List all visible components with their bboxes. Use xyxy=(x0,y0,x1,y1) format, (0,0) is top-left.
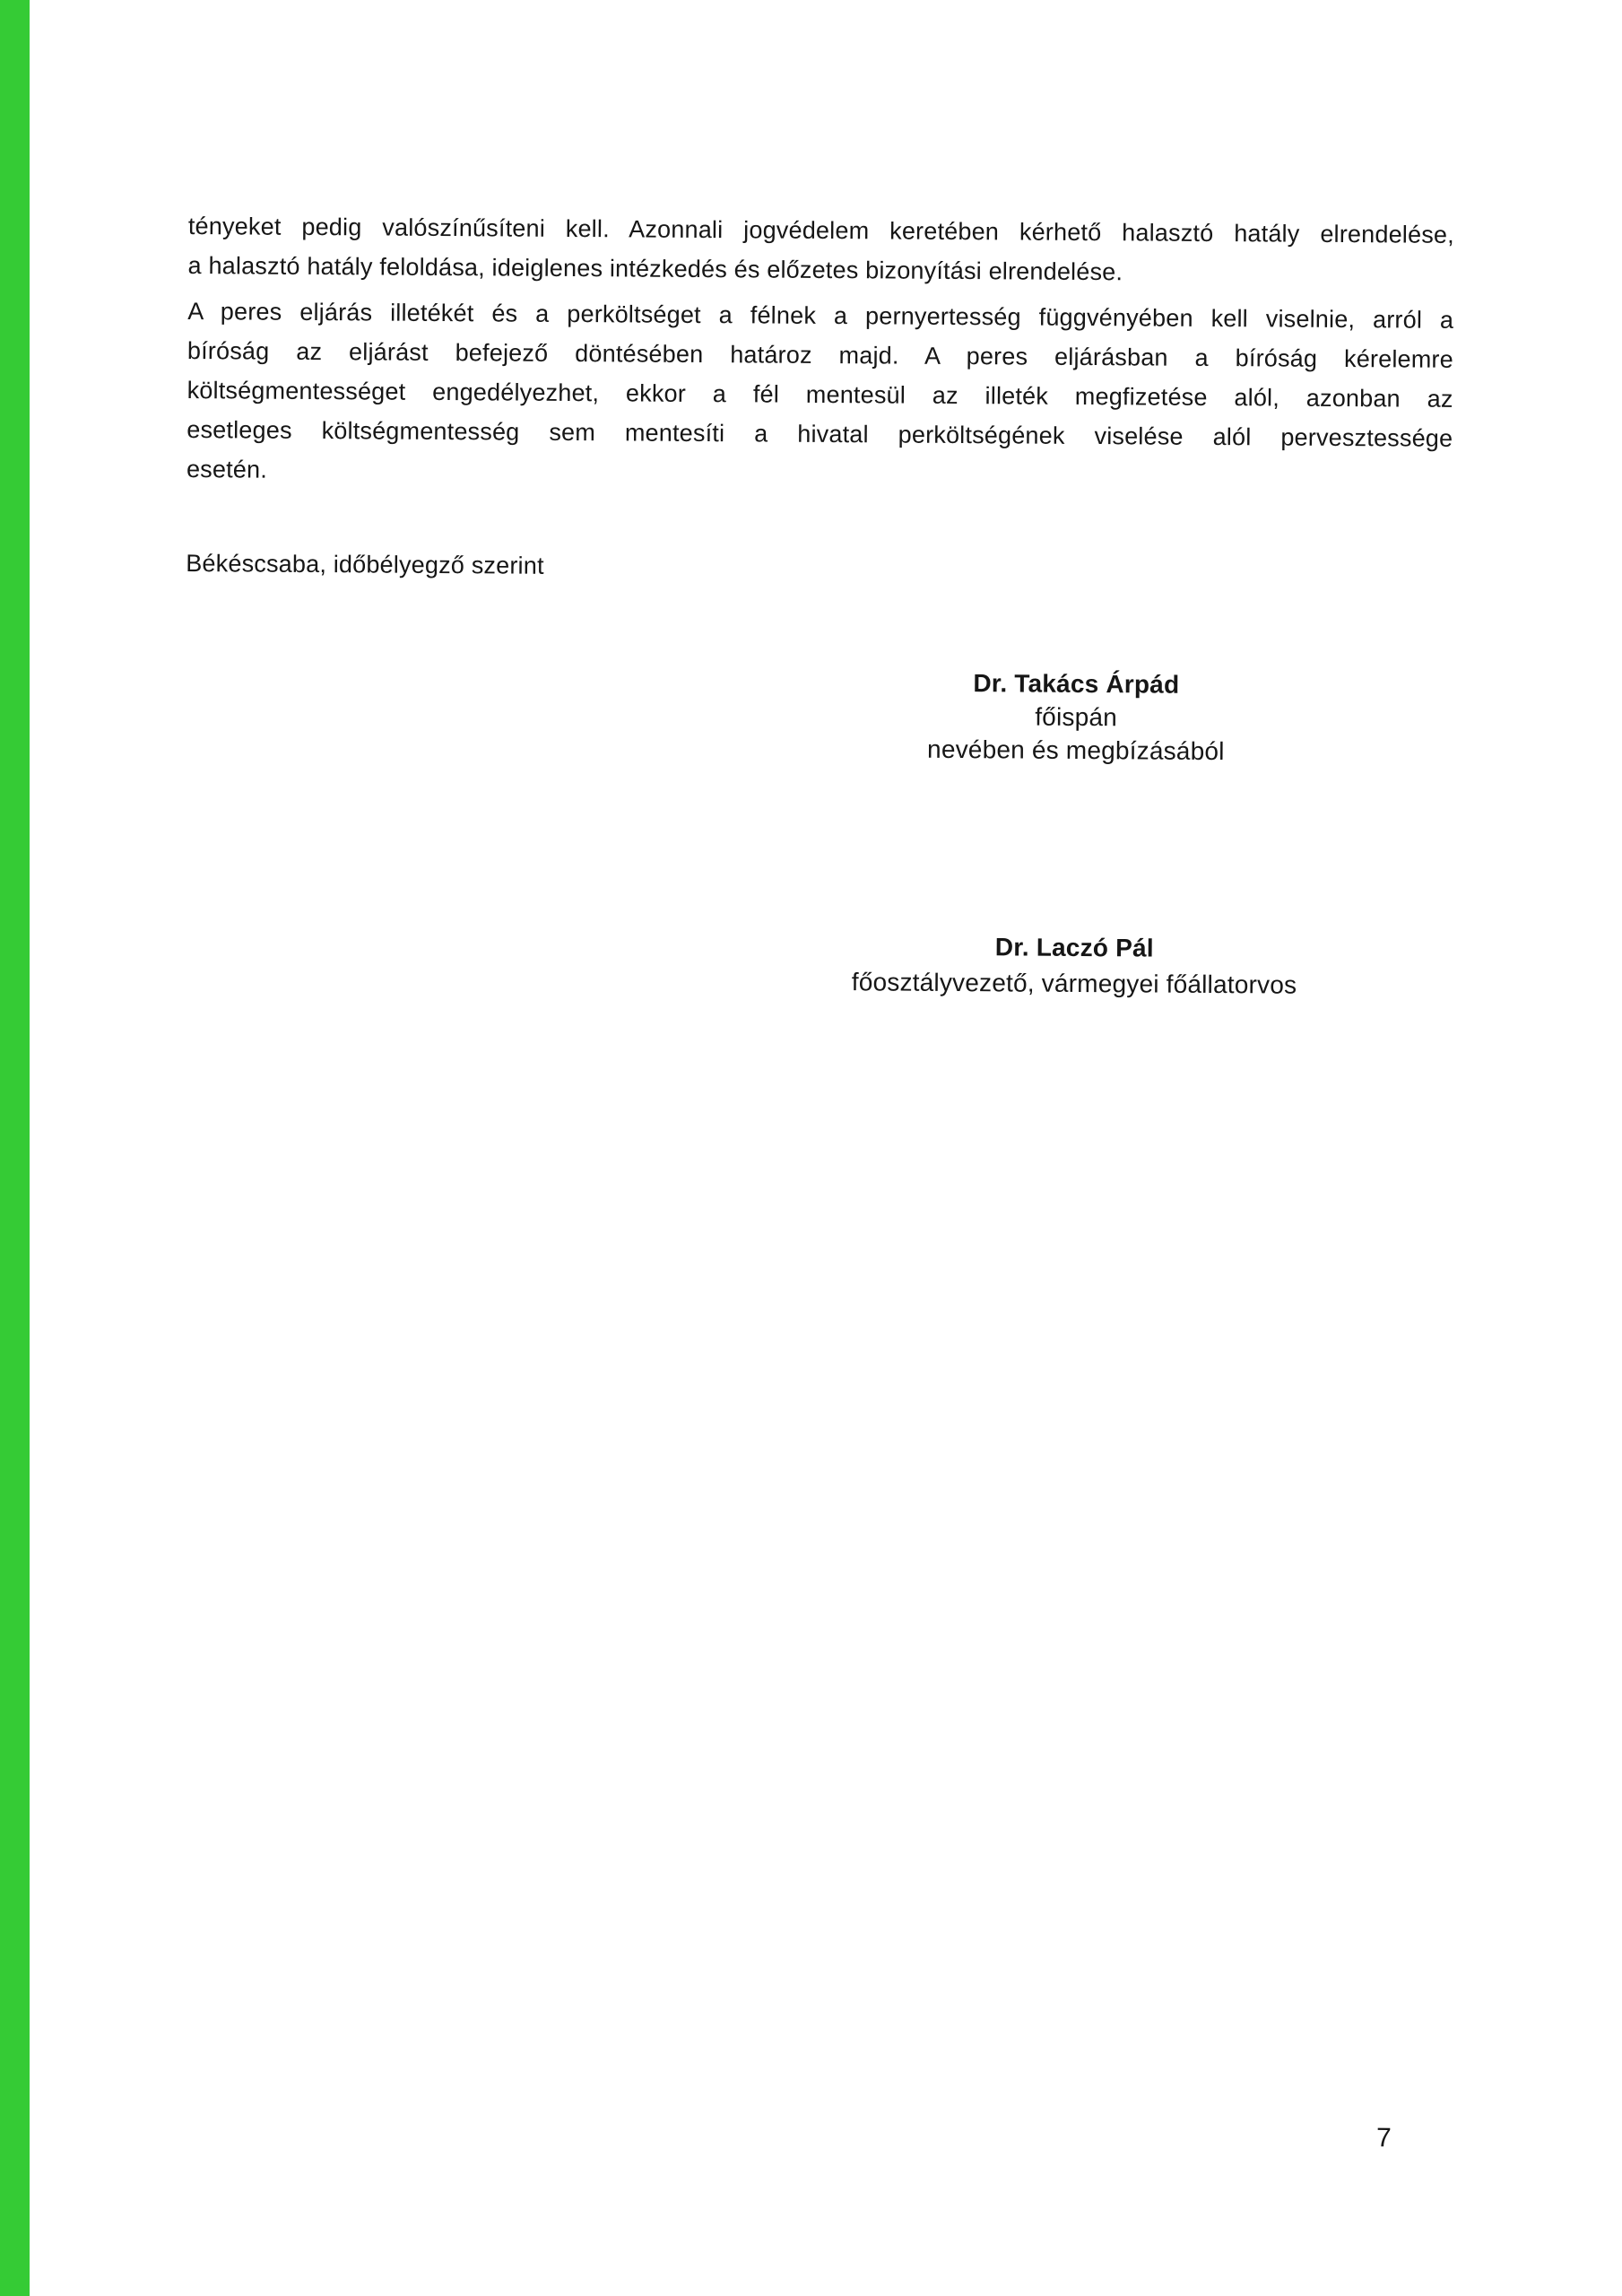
signature-block-foispan xyxy=(825,665,1328,769)
paragraph-2-line-2: bíróság az eljárást befejező döntésében határoz majd. A peres eljárásban a bíróság kérelemre xyxy=(186,336,1454,373)
paragraph-2-line-1: A peres eljárás illetékét és a perköltséget a félnek a pernyertesség függvényében kell viselnie, arról a xyxy=(187,297,1454,334)
paragraph-2 xyxy=(186,291,1454,498)
paragraph-1-line-1: tényeket pedig valószínűsíteni kell. Azonnali jogvédelem keretében kérhető halasztó hatály elrendelése, xyxy=(187,213,1454,248)
paragraph-1 xyxy=(187,206,1454,294)
page-number: 7 xyxy=(1375,2123,1392,2153)
signer-name: Dr. Laczó Pál xyxy=(994,933,1154,962)
paragraph-2-line-4: esetleges költségmentesség sem mentesíti a hivatal perköltségének viselése alól pervesztessége xyxy=(186,415,1453,452)
signature-block-foallatorvos xyxy=(823,928,1326,1004)
dateline: Békéscsaba, időbélyegző szerint xyxy=(186,549,544,579)
signer-note: nevében és megbízásából xyxy=(927,735,1225,766)
signer-name: Dr. Takács Árpád xyxy=(973,669,1180,699)
signer-role: főispán xyxy=(1035,702,1118,732)
paragraph-1-line-2: a halasztó hatály feloldása, ideiglenes intézkedés és előzetes bizonyítási elrendelése. xyxy=(187,251,1123,286)
signer-role: főosztályvezető, vármegyei főállatorvos xyxy=(851,968,1297,999)
paragraph-2-line-5: esetén. xyxy=(186,455,268,483)
paragraph-2-line-3: költségmentességet engedélyezhet, ekkor a fél mentesül az illeték megfizetése alól, azonban az xyxy=(186,376,1453,413)
